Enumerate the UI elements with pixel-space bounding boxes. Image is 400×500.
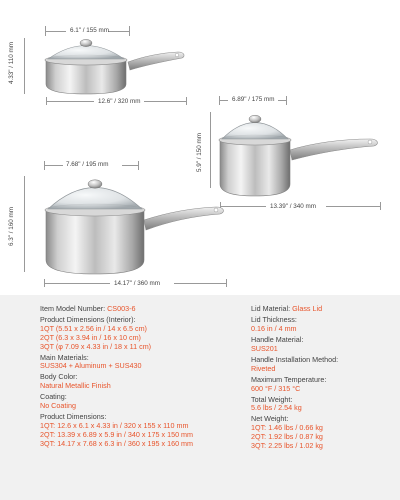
pan3-height-label: 6.3" / 160 mm <box>8 207 15 246</box>
spec-max-temp-value: 600 °F / 315 °C <box>251 383 301 393</box>
pan2-handle <box>290 139 377 160</box>
spec-package-dims-2qt: 2QT: 13.39 x 6.89 x 5.9 in / 340 x 175 x 150 mm <box>40 429 194 439</box>
pan3-length-line-right <box>174 283 226 284</box>
pan3-length-tick-right <box>226 279 227 287</box>
pan3-length-line-left <box>44 283 110 284</box>
spec-package-dims-3qt: 3QT: 14.17 x 7.68 x 6.3 in / 360 x 195 x 160 mm <box>40 438 194 448</box>
spec-body-color-label: Body Color: <box>40 372 78 382</box>
spec-model-value: CS003-6 <box>107 304 136 313</box>
pan2-lid-knob <box>249 115 261 123</box>
pan2-body <box>220 140 290 196</box>
pan2-height-label: 5.9" / 150 mm <box>196 133 203 172</box>
pan2-width-line-right <box>278 100 286 101</box>
spec-materials-value: SUS304 + Aluminum + SUS430 <box>40 361 142 371</box>
pan3-hang-hole <box>214 208 218 212</box>
pan3-width-line-left <box>44 165 63 166</box>
pan2-saucepan <box>212 106 392 198</box>
spec-column-left <box>40 305 240 449</box>
pan3-body <box>46 210 144 274</box>
pan1-length-label: 12.6" / 320 mm <box>98 98 141 105</box>
pan3-height-line <box>24 176 25 272</box>
spec-materials-label: Main Materials: <box>40 352 89 362</box>
spec-net-weight-3qt: 3QT: 2.25 lbs / 1.02 kg <box>251 440 323 450</box>
pan2-glass-lid <box>222 123 288 140</box>
pan1-width-line-right <box>108 31 129 32</box>
spec-net-weight-1qt: 1QT: 1.46 lbs / 0.66 kg <box>251 423 323 433</box>
spec-handle-install-value: Riveted <box>251 363 276 373</box>
spec-coating-value: No Coating <box>40 401 76 411</box>
pan1-hang-hole <box>175 53 179 57</box>
spec-model-label: Item Model Number: <box>40 304 108 313</box>
pan3-glass-lid <box>48 188 142 210</box>
pan1-width-line-left <box>45 31 66 32</box>
spec-product-dims-1qt: 1QT (5.51 x 2.56 in / 14 x 6.5 cm) <box>40 323 147 333</box>
pan3-top-width-label: 7.68" / 195 mm <box>66 161 109 168</box>
pan1-lid-knob <box>80 39 92 46</box>
spec-package-dims-1qt: 1QT: 12.6 x 6.1 x 4.33 in / 320 x 155 x 110 mm <box>40 421 189 431</box>
spec-package-dims-label: Product Dimensions: <box>40 412 107 422</box>
pan3-width-line-right <box>122 165 138 166</box>
spec-lid-material-label: Lid Material: <box>251 304 293 313</box>
spec-lid-material-value: Glass Lid <box>292 304 323 313</box>
pan2-length-tick-right <box>380 202 381 210</box>
pan3-handle <box>144 207 223 230</box>
pan1-height-label: 4.33" / 110 mm <box>8 41 15 84</box>
spec-body-color-value: Natural Metallic Finish <box>40 381 111 391</box>
spec-handle-material-value: SUS201 <box>251 343 278 353</box>
pan1-height-line <box>24 38 25 94</box>
pan3-saucepan <box>28 168 228 276</box>
pan1-length-line-right <box>144 101 186 102</box>
pan1-length-tick-right <box>186 97 187 105</box>
pan2-top-width-label: 6.89" / 175 mm <box>232 96 275 103</box>
pan2-width-tick-right <box>286 96 287 105</box>
spec-model <box>40 305 240 314</box>
spec-coating-label: Coating: <box>40 392 67 402</box>
spec-handle-material-label: Handle Material: <box>251 334 304 344</box>
pan1-saucepan <box>30 34 190 96</box>
pan1-length-line-left <box>46 101 94 102</box>
spec-column-right <box>251 305 396 451</box>
spec-net-weight-2qt: 2QT: 1.92 lbs / 0.87 kg <box>251 432 323 442</box>
pan1-glass-lid <box>48 46 124 60</box>
spec-total-weight-label: Total Weight: <box>251 394 293 404</box>
spec-product-dims-3qt: 3QT (φ 7.09 x 4.33 in / 18 x 11 cm) <box>40 341 152 351</box>
pan2-length-line-right <box>326 206 380 207</box>
pan2-length-label: 13.39" / 340 mm <box>270 203 316 210</box>
spec-net-weight-label: Net Weight: <box>251 414 289 424</box>
spec-product-dims-label: Product Dimensions (Interior): <box>40 315 136 325</box>
pan2-hang-hole <box>368 140 372 144</box>
spec-lid-material <box>251 305 396 314</box>
pan2-width-line-left <box>219 100 228 101</box>
spec-handle-install-label: Handle Installation Method: <box>251 354 339 364</box>
spec-lid-thickness-label: Lid Thickness: <box>251 315 297 325</box>
pan3-lid-knob <box>88 180 102 188</box>
pan3-length-label: 14.17" / 360 mm <box>114 280 160 287</box>
spec-lid-thickness-value: 0.16 in / 4 mm <box>251 323 297 333</box>
spec-product-dims-2qt: 2QT (6.3 x 3.94 in / 16 x 10 cm) <box>40 332 141 342</box>
spec-panel <box>0 295 400 500</box>
spec-total-weight-value: 5.6 lbs / 2.54 kg <box>251 403 302 413</box>
pan1-top-width-label: 6.1" / 155 mm <box>70 27 109 34</box>
spec-max-temp-label: Maximum Temperature: <box>251 374 327 384</box>
